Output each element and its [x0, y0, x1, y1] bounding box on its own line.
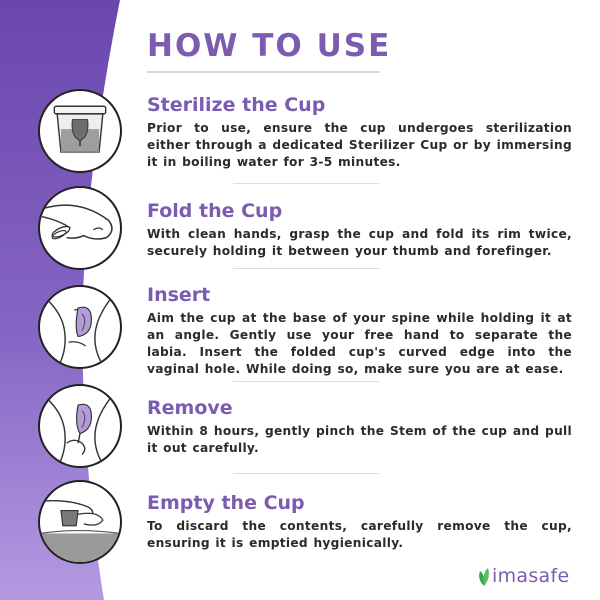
step-1-illustration — [38, 89, 122, 173]
step-description: Prior to use, ensure the cup undergoes sterilization either through a dedicated Sterilizer Cup or by immersing it in boiling water for 3-5 minutes. — [147, 121, 572, 169]
step-sterilize — [147, 94, 572, 171]
step-empty — [147, 492, 572, 552]
leaf-icon — [476, 565, 492, 587]
step-divider — [233, 268, 379, 269]
step-divider — [233, 381, 379, 382]
step-insert — [147, 284, 572, 378]
brand-name: imasafe — [492, 565, 570, 587]
title-divider — [147, 71, 380, 73]
step-heading: Remove — [147, 397, 233, 419]
step-divider — [233, 183, 379, 184]
brand-logo — [476, 565, 569, 587]
step-2-illustration — [38, 186, 122, 270]
step-heading: Insert — [147, 284, 211, 306]
step-description: To discard the contents, carefully remove the cup, ensuring it is emptied hygienically. — [147, 519, 572, 550]
step-divider — [233, 473, 379, 474]
step-3-illustration — [38, 285, 122, 369]
remove-cup-icon — [40, 386, 120, 466]
sterilizer-cup-icon — [40, 91, 120, 171]
fold-cup-hand-icon — [40, 188, 120, 268]
step-4-illustration — [38, 384, 122, 468]
page-title: HOW TO USE — [147, 28, 392, 64]
step-heading: Sterilize the Cup — [147, 94, 326, 116]
insert-cup-icon — [40, 287, 120, 367]
step-description: Within 8 hours, gently pinch the Stem of the cup and pull it out carefully. — [147, 424, 572, 455]
step-heading: Empty the Cup — [147, 492, 305, 514]
step-description: With clean hands, grasp the cup and fold its rim twice, securely holding it between your thumb and forefinger. — [147, 227, 572, 258]
step-remove — [147, 397, 572, 457]
empty-cup-icon — [40, 482, 120, 562]
step-5-illustration — [38, 480, 122, 564]
step-heading: Fold the Cup — [147, 200, 283, 222]
step-fold — [147, 200, 572, 260]
step-description: Aim the cup at the base of your spine while holding it at an angle. Gently use your free hand to separate the labia. Insert the folded cup's curved edge into the vaginal hole. While doing so, make sure you are at ease. — [147, 311, 572, 376]
